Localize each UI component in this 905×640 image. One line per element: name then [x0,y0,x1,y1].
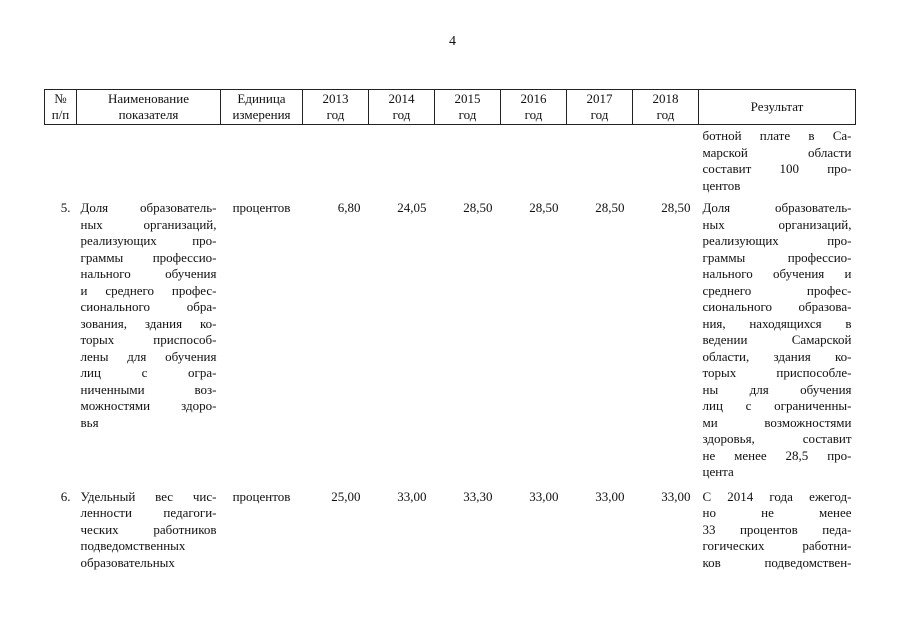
header-name: Наименование показателя [77,90,221,125]
cell-result: С 2014 года ежегод- но не менее 33 процентов педа- гогических работни- ков подведомствен- [702,488,852,570]
table-row-continuation [45,125,856,201]
cell-value-2018: 33,00 [661,488,691,504]
cell-value-2017: 33,00 [595,488,625,504]
cell-unit: процентов [232,488,291,504]
indicators-table [44,89,856,571]
cell-num: 6. [60,488,71,504]
cell-name: Удельный вес чис- ленности педагоги- ческих работников подведомственных образовательных [80,488,217,570]
cell-num [45,125,77,201]
header-year-2013: 2013 год [303,90,369,125]
header-year-2018: 2018 год [633,90,699,125]
cell-value-2017: 28,50 [595,200,625,215]
table-header-row [45,90,856,125]
cell-name [77,125,221,201]
cell-value-2015: 33,30 [463,488,493,504]
cell-num: 5. [60,200,71,215]
cell-result: Доля образователь- ных организаций, реализующих про- граммы профессио- нального обучения и среднего профес- сионального образова- ния, находящихся в ведении Самарской области, здания ко- торых приспособле- ны для обучения лиц с ограниченны- ми возможностями здоровья, составит не менее 28,5 про- цента [702,200,852,479]
cell-value-2013: 6,80 [337,200,361,215]
indicators-table-wrapper [44,89,855,571]
header-year-2014: 2014 год [369,90,435,125]
cell-value-2015: 28,50 [463,200,493,215]
cell-value-2013: 25,00 [331,488,361,504]
cell-unit: процентов [232,200,291,215]
cell-unit [221,125,303,201]
header-result: Результат [699,90,856,125]
cell-name: Доля образователь- ных организаций, реализующих про- граммы профессио- нального обучения и среднего профес- сионального обра- зования, здания ко- торых приспособ- лены для обучения лиц с огра- ниченными воз- можностями здоро- вья [80,200,217,430]
cell-value-2016: 28,50 [529,200,559,215]
cell-value-2018: 28,50 [661,200,691,215]
header-year-2017: 2017 год [567,90,633,125]
cell-result: ботной плате в Са- марской области составит 100 про- центов [702,128,852,193]
table-row [45,489,856,572]
header-unit: Единица измерения [221,90,303,125]
header-num: № п/п [45,90,77,125]
cell-value-2014: 24,05 [397,200,427,215]
header-year-2015: 2015 год [435,90,501,125]
cell-value-2014: 33,00 [397,488,427,504]
page-number: 4 [449,34,456,49]
table-row [45,200,856,489]
cell-value-2016: 33,00 [529,488,559,504]
header-year-2016: 2016 год [501,90,567,125]
